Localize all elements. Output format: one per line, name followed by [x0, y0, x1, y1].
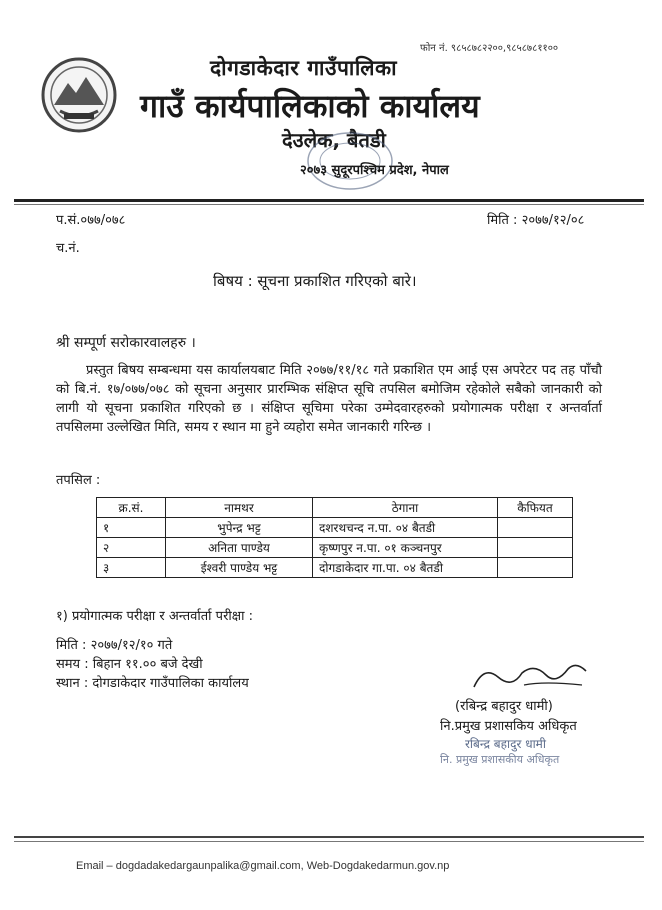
details-label: तपसिल :: [56, 473, 101, 488]
salutation: श्री सम्पूर्ण सरोकारवालहरु ।: [56, 335, 196, 351]
cell-name: भुपेन्द्र भट्ट: [166, 518, 313, 538]
table-header-row: [97, 498, 573, 518]
cell-remarks: [498, 538, 573, 558]
exam-place: स्थान : दोगडाकेदार गाउँपालिका कार्यालय: [56, 676, 249, 691]
office-location: देउलेक, बैतडी: [282, 128, 386, 152]
cell-sn: ३: [97, 558, 166, 578]
cell-sn: २: [97, 538, 166, 558]
col-header-sn: क्र.सं.: [97, 498, 166, 518]
header-rule: [14, 199, 644, 202]
exam-date: मिति : २०७७/१२/१० गते: [56, 638, 173, 653]
candidate-table: [96, 497, 573, 578]
exam-details: [56, 636, 249, 693]
municipality-name: दोगडाकेदार गाउँपालिका: [210, 56, 398, 80]
emblem-logo: [40, 55, 118, 135]
cell-name: अनिता पाण्डेय: [166, 538, 313, 558]
stamp-title: नि. प्रमुख प्रशासकीय अधिकृत: [440, 753, 560, 766]
cell-remarks: [498, 558, 573, 578]
signatory-name: (रबिन्द्र बहादुर धामी): [455, 699, 553, 714]
cell-address: कृष्णपुर न.पा. ०१ कञ्चनपुर: [313, 538, 498, 558]
phone-number: फोन नं. ९८५८७८२२००,९८५८७८११००: [420, 43, 559, 54]
cell-sn: १: [97, 518, 166, 538]
col-header-address: ठेगाना: [313, 498, 498, 518]
col-header-remarks: कैफियत: [498, 498, 573, 518]
footer-contact: Email – dogdadakedargaunpalika@gmail.com, Web-Dogdakedarmun.gov.np: [76, 860, 450, 872]
office-title: गाउँ कार्यपालिकाको कार्यालय: [140, 87, 480, 125]
cell-address: दोगडाकेदार गा.पा. ०४ बैतडी: [313, 558, 498, 578]
handwritten-signature: [464, 655, 594, 695]
province-line: २०७३ सुदूरपश्चिम प्रदेश, नेपाल: [300, 163, 449, 178]
exam-time: समय : बिहान ११.०० बजे देखी: [56, 657, 203, 672]
cell-remarks: [498, 518, 573, 538]
exam-section-heading: १) प्रयोगात्मक परीक्षा र अन्तर्वार्ता परीक्षा :: [56, 609, 253, 624]
body-text: प्रस्तुत बिषय सम्बन्धमा यस कार्यालयबाट मिति २०७७/११/१८ गते प्रकाशित एम आई एस अपरेटर पद तह पाँचौ को बि.नं. १७/०७७/०७८ को सूचना अनुसार प्रारम्भिक संक्षिप्त सूचि तपसिल बमोजिम रहेकोले सबैको जानकारी को लागी यो सूचना प्रकाशित गरिएको छ । संक्षिप्त सूचिमा परेका उम्मेदवारहरुको प्रयोगात्मक परीक्षा र अन्तर्वार्ता तपसिलमा उल्लेखित मिति, समय र स्थान मा हुने व्यहोरा समेत जानकारी गरिन्छ ।: [56, 363, 602, 435]
subject-line: बिषय : सूचना प्रकाशित गरिएको बारे।: [213, 272, 417, 290]
table-row: [97, 538, 573, 558]
signatory-title: नि.प्रमुख प्रशासकिय अधिकृत: [440, 719, 577, 734]
header-rule-thin: [14, 204, 644, 205]
table-row: [97, 518, 573, 538]
col-header-name: नामथर: [166, 498, 313, 518]
footer-rule: [14, 836, 644, 838]
stamp-name: रबिन्द्र बहादुर धामी: [465, 737, 546, 751]
dispatch-number: च.नं.: [56, 241, 80, 256]
reference-number: प.सं.०७७/०७८: [56, 213, 126, 228]
footer-rule-thin: [14, 841, 644, 842]
table-row: [97, 558, 573, 578]
cell-address: दशरथचन्द न.पा. ०४ बैतडी: [313, 518, 498, 538]
body-paragraph: [56, 361, 602, 437]
cell-name: ईश्वरी पाण्डेय भट्ट: [166, 558, 313, 578]
letter-date: मिति : २०७७/१२/०८: [487, 213, 585, 228]
